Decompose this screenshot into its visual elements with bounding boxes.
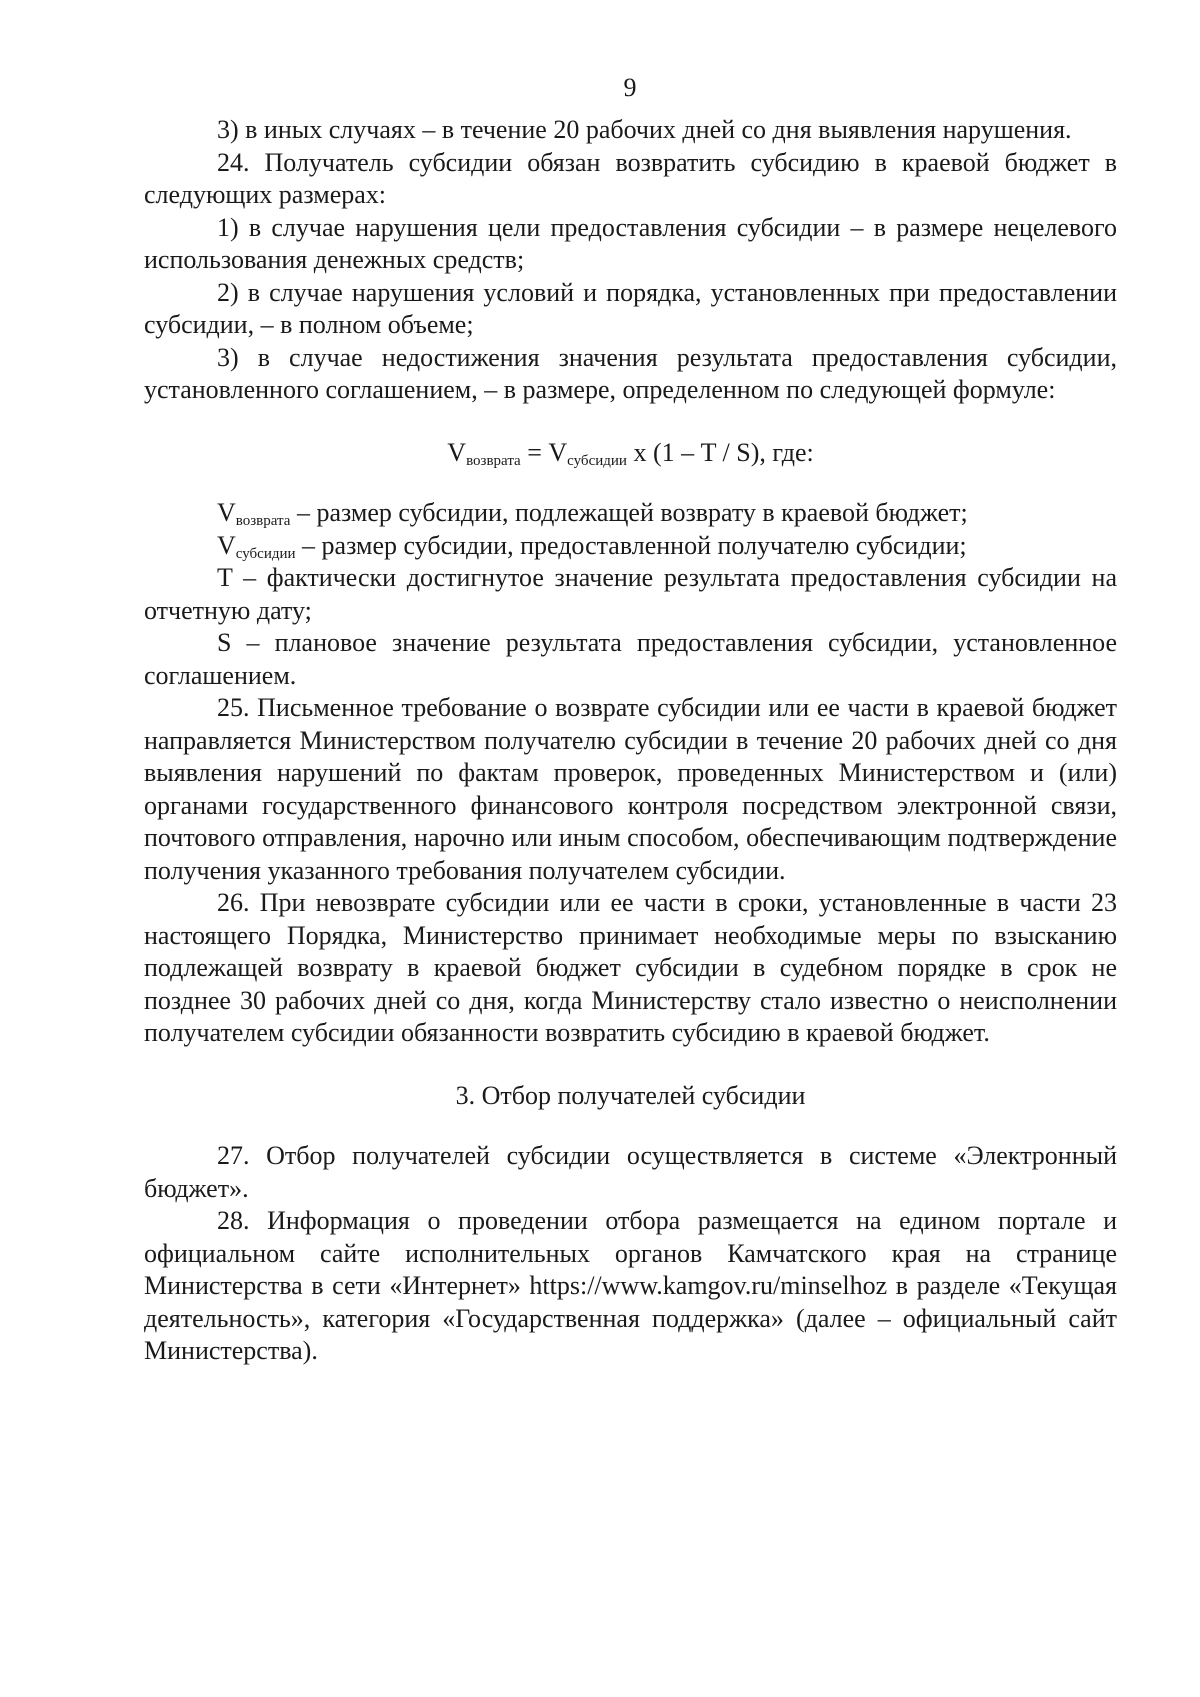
page-number: 9 xyxy=(623,73,637,102)
paragraph-24: 24. Получатель субсидии обязан возвратить субсидию в краевой бюджет в следующих размерах: xyxy=(144,147,1117,209)
definition-v-return-text: – размер субсидии, подлежащей возврату в краевой бюджет; xyxy=(290,498,968,527)
definition-v-return-symbol: V xyxy=(217,498,236,527)
paragraph-27: 27. Отбор получателей субсидии осуществляется в системе «Электронный бюджет». xyxy=(144,1141,1117,1203)
paragraph-28: 28. Информация о проведении отбора размещается на едином портале и официальном сайте исполнительных органов Камчатского края на странице Министерства в сети «Интернет» https://www.kamgov.ru/minselhoz в разделе «Текущая деятельность», категория «Государственная поддержка» (далее – официальный сайт Министерства). xyxy=(144,1206,1117,1365)
formula-equals: = xyxy=(520,437,549,467)
document-body xyxy=(144,114,1117,1368)
definition-s: S – плановое значение результата предоставления субсидии, установленное соглашением. xyxy=(144,628,1117,690)
definition-v-return-sub: возврата xyxy=(235,513,291,529)
paragraph-24-2: 2) в случае нарушения условий и порядка, установленных при предоставлении субсидии, – в полном объеме; xyxy=(144,277,1117,339)
section-heading: 3. Отбор получателей субсидии xyxy=(455,1080,806,1110)
formula-v-subsidy: V xyxy=(548,437,568,467)
definition-v-subsidy-sub: субсидии xyxy=(235,545,296,562)
definition-v-subsidy xyxy=(144,530,1117,563)
formula-tail: х (1 – T / S), где: xyxy=(626,437,814,467)
paragraph-24-1: 1) в случае нарушения цели предоставления субсидии – в размере нецелевого использования денежных средств; xyxy=(144,212,1117,274)
paragraph-25: 25. Письменное требование о возврате субсидии или ее части в краевой бюджет направляется Министерством получателю субсидии в течение 20 рабочих дней со дня выявления нарушений по фактам проверок, проведенных Министерством и (или) органами государственного финансового контроля посредством электронной связи, почтового отправления, нарочно или иным способом, обеспечивающим подтверждение получения указанного требования получателем субсидии. xyxy=(144,693,1117,885)
definition-v-subsidy-text: – размер субсидии, предоставленной получателю субсидии; xyxy=(295,530,967,560)
definition-t: T – фактически достигнутое значение результата предоставления субсидии на отчетную дату; xyxy=(144,563,1117,625)
definition-v-subsidy-symbol: V xyxy=(217,530,236,560)
paragraph-26: 26. При невозврате субсидии или ее части в сроки, установленные в части 23 настоящего Порядка, Министерство принимает необходимые меры по взысканию подлежащей возврату в краевой бюджет субсидии в судебном порядке в срок не позднее 30 рабочих дней со дня, когда Министерству стало известно о неисполнении получателем субсидии обязанности возвратить субсидию в краевой бюджет. xyxy=(144,888,1117,1047)
paragraph-23-3: 3) в иных случаях – в течение 20 рабочих дней со дня выявления нарушения. xyxy=(217,115,1072,144)
paragraph-24-3: 3) в случае недостижения значения результата предоставления субсидии, установленного соглашением, – в размере, определенном по следующей формуле: xyxy=(144,342,1117,404)
formula-sub-return: возврата xyxy=(466,452,521,469)
formula-sub-subsidy: субсидии xyxy=(567,452,627,469)
definition-v-return xyxy=(144,497,1117,530)
formula-v-return: V xyxy=(447,437,467,467)
return-formula xyxy=(144,437,1117,470)
